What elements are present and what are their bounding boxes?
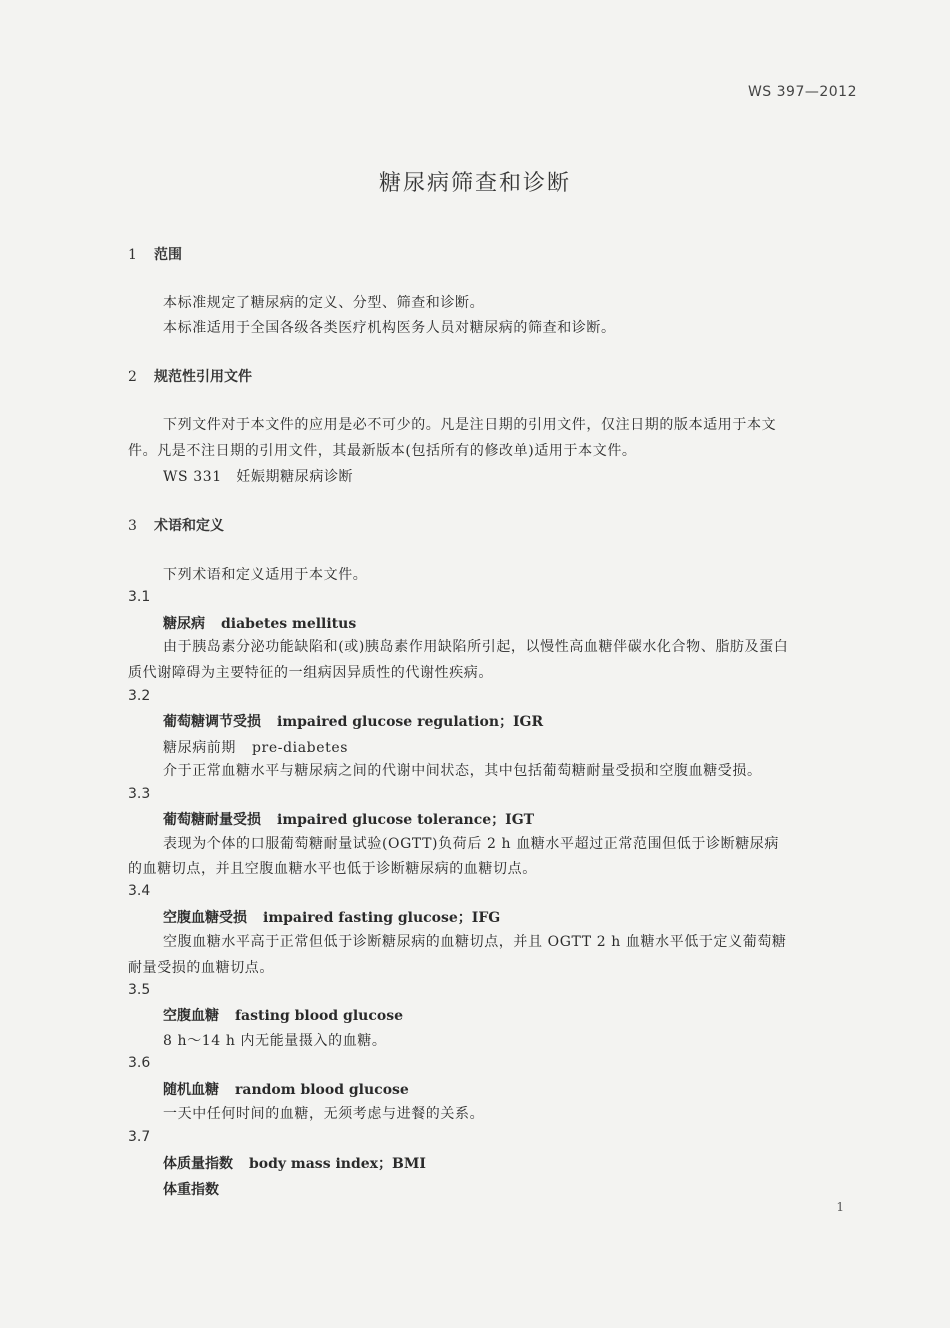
term-en: random blood glucose — [235, 1082, 409, 1098]
section-number: 1 — [128, 247, 137, 263]
term-en: body mass index；BMI — [249, 1156, 426, 1172]
section-number: 2 — [128, 369, 137, 385]
admitted-term — [163, 737, 348, 757]
term-definition-continuation: 耐量受损的血糖切点。 — [128, 960, 274, 976]
term-heading — [163, 1005, 403, 1025]
term-definition: 空腹血糖水平高于正常但低于诊断糖尿病的血糖切点，并且 OGTT 2 h 血糖水平低于定义葡萄糖 — [163, 934, 787, 950]
term-zh: 随机血糖 — [163, 1082, 219, 1098]
term-zh: 体质量指数 — [163, 1156, 233, 1172]
section-heading-3 — [128, 515, 224, 535]
clause-number: 3.2 — [128, 688, 151, 704]
page-title: 糖尿病筛查和诊断 — [378, 171, 571, 196]
paragraph: 本标准规定了糖尿病的定义、分型、筛查和诊断。 — [163, 295, 485, 311]
paragraph: 下列术语和定义适用于本文件。 — [163, 567, 368, 583]
term-heading — [163, 711, 543, 731]
term-zh: 葡萄糖耐量受损 — [163, 812, 261, 828]
section-heading-2 — [128, 366, 252, 386]
term-en: impaired glucose regulation；IGR — [277, 714, 544, 730]
paragraph: 下列文件对于本文件的应用是必不可少的。凡是注日期的引用文件，仅注日期的版本适用于本文 — [163, 417, 777, 433]
term-zh: 空腹血糖受损 — [163, 910, 247, 926]
clause-number: 3.3 — [128, 786, 151, 802]
term-zh: 空腹血糖 — [163, 1008, 219, 1024]
term-heading — [163, 1079, 409, 1099]
term-definition: 由于胰岛素分泌功能缺陷和(或)胰岛素作用缺陷所引起，以慢性高血糖伴碳水化合物、脂肪及蛋白 — [163, 639, 789, 655]
section-title: 范围 — [154, 247, 182, 263]
term-definition: 表现为个体的口服葡萄糖耐量试验(OGTT)负荷后 2 h 血糖水平超过正常范围但低于诊断糖尿病 — [163, 836, 779, 852]
term-definition-continuation: 质代谢障碍为主要特征的一组病因异质性的代谢性疾病。 — [128, 665, 493, 681]
section-number: 3 — [128, 518, 137, 534]
admitted-term-zh: 糖尿病前期 — [163, 740, 236, 756]
clause-number: 3.4 — [128, 883, 151, 899]
term-en: diabetes mellitus — [221, 616, 357, 632]
clause-number: 3.5 — [128, 982, 151, 998]
term-en: impaired glucose tolerance；IGT — [277, 812, 535, 828]
section-title: 规范性引用文件 — [154, 369, 252, 385]
term-heading — [163, 613, 356, 633]
section-heading-1 — [128, 244, 182, 264]
term-heading — [163, 907, 500, 927]
term-definition-continuation: 的血糖切点，并且空腹血糖水平也低于诊断糖尿病的血糖切点。 — [128, 861, 537, 877]
term-definition: 一天中任何时间的血糖，无须考虑与进餐的关系。 — [163, 1106, 485, 1122]
clause-number: 3.6 — [128, 1055, 151, 1071]
standard-code: WS 397—2012 — [747, 84, 857, 100]
page-number: 1 — [836, 1200, 844, 1214]
paragraph: 本标准适用于全国各级各类医疗机构医务人员对糖尿病的筛查和诊断。 — [163, 320, 616, 336]
term-definition: 8 h～14 h 内无能量摄入的血糖。 — [163, 1033, 387, 1049]
admitted-term-zh: 体重指数 — [163, 1182, 219, 1198]
paragraph-continuation: 件。凡是不注日期的引用文件，其最新版本(包括所有的修改单)适用于本文件。 — [128, 443, 637, 459]
term-definition: 介于正常血糖水平与糖尿病之间的代谢中间状态，其中包括葡萄糖耐量受损和空腹血糖受损。 — [163, 763, 762, 779]
term-zh: 糖尿病 — [163, 616, 205, 632]
term-heading — [163, 1153, 426, 1173]
term-en: fasting blood glucose — [235, 1008, 403, 1024]
term-en: impaired fasting glucose；IFG — [263, 910, 501, 926]
section-title: 术语和定义 — [154, 518, 224, 534]
normative-reference: WS 331 妊娠期糖尿病诊断 — [163, 469, 354, 485]
admitted-term-en: pre-diabetes — [252, 740, 348, 756]
term-zh: 葡萄糖调节受损 — [163, 714, 261, 730]
term-heading — [163, 809, 534, 829]
clause-number: 3.1 — [128, 589, 151, 605]
clause-number: 3.7 — [128, 1129, 151, 1145]
